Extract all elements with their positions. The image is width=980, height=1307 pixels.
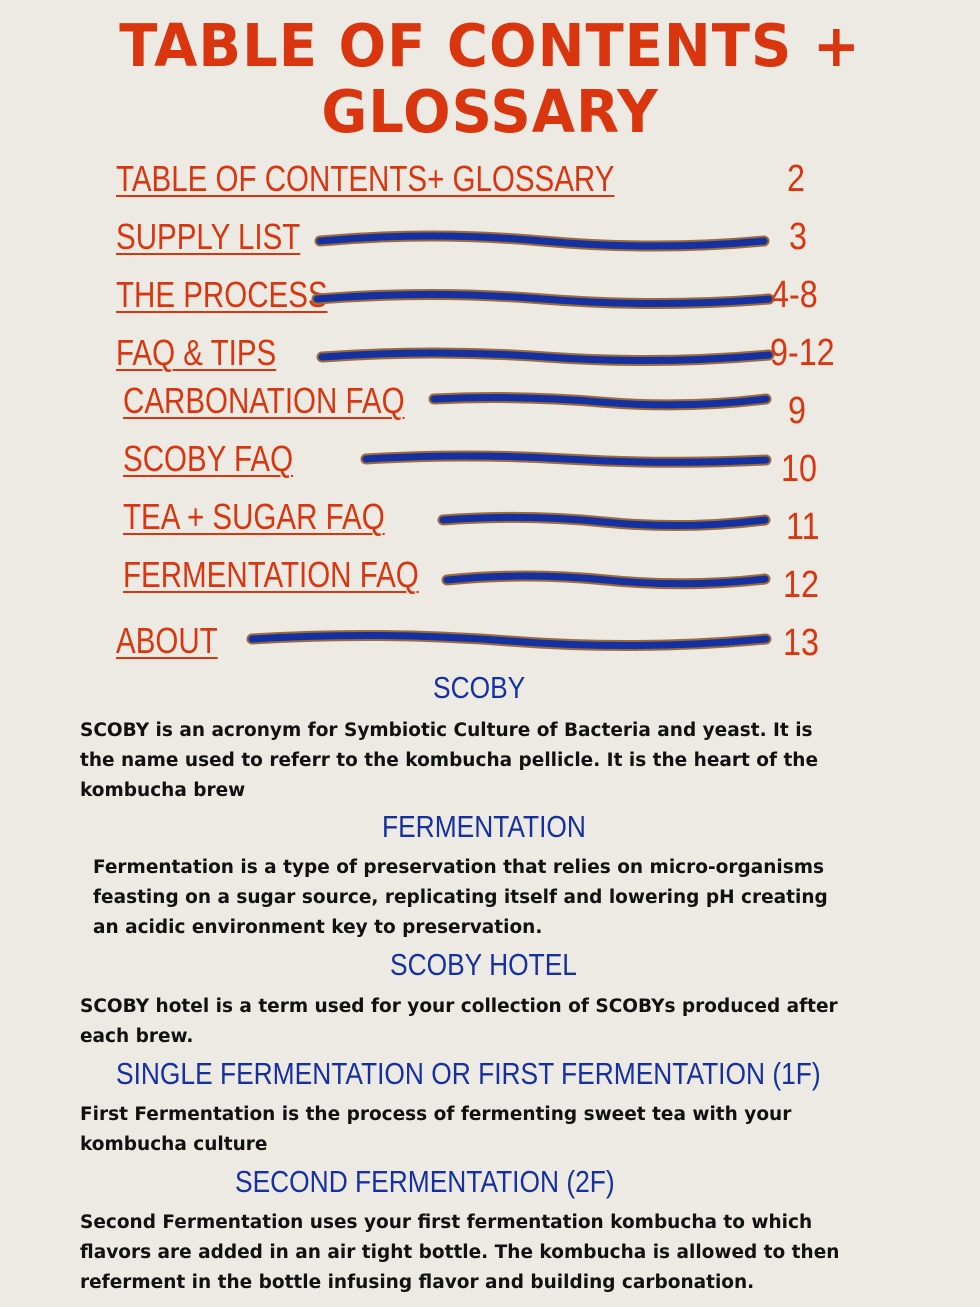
toc-leader-wave	[362, 444, 770, 474]
toc-link-about[interactable]: ABOUT	[116, 620, 218, 661]
glossary-definition-fermentation	[93, 853, 828, 943]
glossary-term-scoby: SCOBY	[433, 670, 526, 705]
toc-link-the-process[interactable]: THE PROCESS	[116, 274, 328, 315]
toc-link-scoby-faq[interactable]: SCOBY FAQ	[123, 438, 294, 479]
definition-line: Fermentation is a type of preservation that relies on micro-organisms	[93, 857, 825, 878]
toc-link-fermentation-faq[interactable]: FERMENTATION FAQ	[123, 554, 419, 595]
glossary-term-first-fermentation: SINGLE FERMENTATION OR FIRST FERMENTATION (1F)	[116, 1056, 821, 1091]
definition-line: SCOBY hotel is a term used for your collection of SCOBYs produced after	[80, 996, 838, 1017]
definition-line: kombucha culture	[80, 1134, 268, 1155]
toc-page-number: 3	[789, 216, 807, 258]
toc-leader-wave	[318, 342, 773, 372]
definition-line: the name used to referr to the kombucha pellicle. It is the heart of the	[80, 750, 819, 771]
definition-line: kombucha brew	[80, 780, 246, 801]
toc-page-number: 9-12	[770, 332, 835, 374]
toc-leader-wave	[313, 284, 773, 314]
toc-link-supply-list[interactable]: SUPPLY LIST	[116, 216, 301, 257]
toc-leader-wave	[316, 226, 768, 256]
definition-line: flavors are added in an air tight bottle. The kombucha is allowed to then	[80, 1242, 840, 1263]
glossary-definition-scoby-hotel	[80, 992, 838, 1052]
toc-page-number: 12	[783, 564, 819, 606]
toc-page-number: 10	[781, 448, 817, 490]
glossary-term-second-fermentation: SECOND FERMENTATION (2F)	[235, 1164, 615, 1199]
definition-line: First Fermentation is the process of fermenting sweet tea with your	[80, 1104, 792, 1125]
toc-link-table-of-contents[interactable]: TABLE OF CONTENTS+ GLOSSARY	[116, 158, 615, 199]
toc-page-number: 9	[788, 390, 806, 432]
definition-line: SCOBY is an acronym for Symbiotic Culture of Bacteria and yeast. It is	[80, 720, 813, 741]
definition-line: feasting on a sugar source, replicating itself and lowering pH creating	[93, 887, 828, 908]
page-title-line-2: GLOSSARY	[321, 78, 659, 147]
glossary-term-fermentation: FERMENTATION	[382, 809, 586, 844]
toc-link-tea-sugar-faq[interactable]: TEA + SUGAR FAQ	[123, 496, 385, 537]
toc-page-number: 13	[783, 622, 819, 664]
toc-leader-wave	[248, 625, 770, 655]
toc-leader-wave	[443, 565, 769, 595]
toc-page-number: 11	[786, 506, 820, 548]
glossary-definition-scoby	[80, 716, 818, 806]
toc-page-number: 4-8	[771, 274, 818, 316]
definition-line: an acidic environment key to preservation.	[93, 917, 543, 938]
glossary-term-scoby-hotel: SCOBY HOTEL	[390, 947, 577, 982]
definition-line: each brew.	[80, 1026, 194, 1047]
toc-link-faq-tips[interactable]: FAQ & TIPS	[116, 332, 277, 373]
definition-line: referment in the bottle infusing flavor and building carbonation.	[80, 1272, 755, 1293]
toc-leader-wave	[430, 386, 770, 416]
toc-leader-wave	[439, 506, 769, 536]
toc-link-carbonation-faq[interactable]: CARBONATION FAQ	[123, 380, 405, 421]
definition-line: Second Fermentation uses your first fermentation kombucha to which	[80, 1212, 813, 1233]
glossary-definition-first-fermentation	[80, 1100, 791, 1160]
page-title-line-1: TABLE OF CONTENTS +	[119, 12, 861, 81]
toc-page-number: 2	[787, 158, 805, 200]
glossary-definition-second-fermentation	[80, 1208, 839, 1298]
